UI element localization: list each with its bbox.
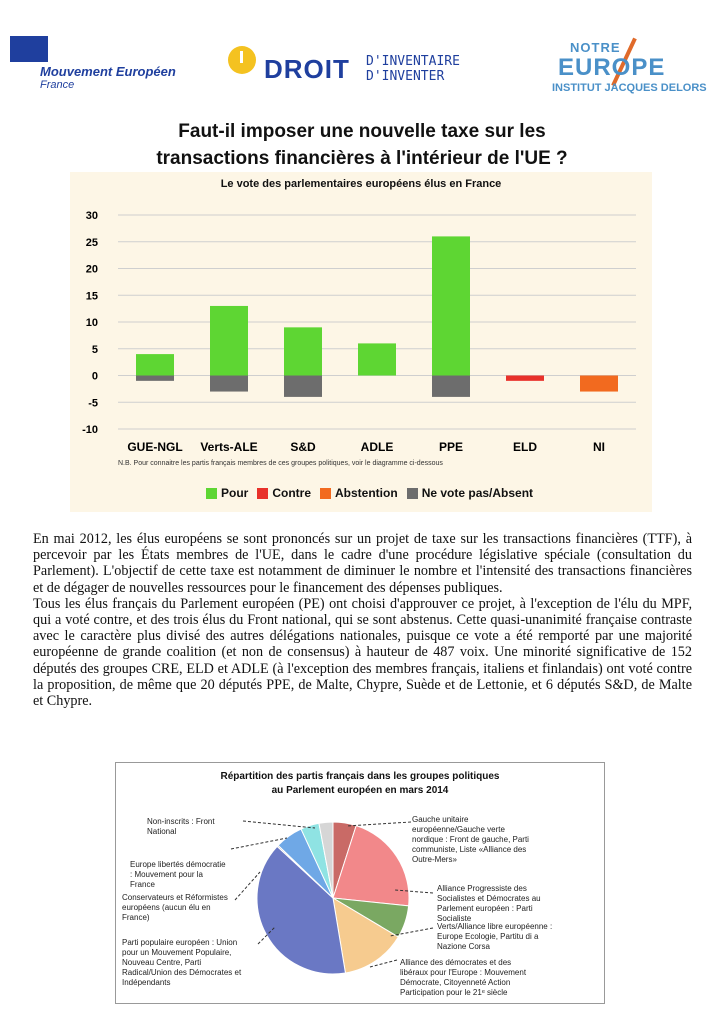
x-tick-label: NI <box>593 440 605 454</box>
x-tick-label: ADLE <box>360 440 394 454</box>
title-line2: transactions financières à l'intérieur de l'UE ? <box>156 148 568 169</box>
notre-europe-line3: INSTITUT JACQUES DELORS <box>552 82 707 94</box>
bar-abstention <box>580 376 618 392</box>
y-tick-label: 0 <box>91 370 98 383</box>
mouvement-europeen-country: France <box>40 79 75 91</box>
bar-ne-vote-pas-absent <box>284 376 322 397</box>
notre-europe-logo <box>524 32 707 104</box>
legend-swatch <box>320 488 331 499</box>
y-tick-label: 10 <box>85 317 98 329</box>
bar-ne-vote-pas-absent <box>432 376 470 397</box>
legend-swatch <box>407 488 418 499</box>
legend-swatch <box>206 488 217 499</box>
chart-legend <box>206 486 542 500</box>
pie-leader-line <box>243 821 315 828</box>
bar-ne-vote-pas-absent <box>136 376 174 381</box>
notre-europe-line2: EUROPE <box>558 54 666 81</box>
y-tick-label: 30 <box>85 210 98 222</box>
eu-flag-icon <box>10 36 48 62</box>
mouvement-europeen-name: Mouvement Européen <box>40 64 176 79</box>
notre-europe-line1: NOTRE <box>570 40 621 55</box>
droit-inventaire-logo <box>228 44 468 88</box>
droit-logo-sub <box>366 54 460 84</box>
y-tick-label: -5 <box>88 397 98 410</box>
pie-title-line1: Répartition des partis français dans les groupes politiques <box>220 771 500 782</box>
bar-pour <box>284 327 322 375</box>
bar-pour <box>358 343 396 375</box>
pie-label-cre: Conservateurs et Réformistes européens (aucun élu en France) <box>122 893 228 922</box>
pie-label-verts: Verts/Alliance libre européenne : Europe Ecologie, Partitu di a Nazione Corsa <box>437 922 553 951</box>
bar-pour <box>136 354 174 375</box>
y-tick-label: -10 <box>82 424 98 436</box>
x-tick-label: Verts-ALE <box>200 440 258 454</box>
legend-item <box>407 486 533 500</box>
legend-swatch <box>257 488 268 499</box>
bar-contre <box>506 376 544 381</box>
pie-label-ppe: Parti populaire européen : Union pour un Mouvement Populaire, Nouveau Centre, Parti Radical/Union des Démocrates et Indépendants <box>122 938 242 987</box>
x-tick-label: S&D <box>290 440 316 454</box>
x-tick-label: PPE <box>438 440 464 454</box>
body-text <box>33 531 692 709</box>
pie-label-gue: Gauche unitaire européenne/Gauche verte nordique : Front de gauche, Parti communiste, Liste «Alliance des Outre-Mers» <box>412 815 529 864</box>
pie-leader-line <box>235 872 260 900</box>
y-tick-label: 15 <box>85 290 98 303</box>
droit-logo-sub-line2: D'INVENTER <box>366 69 445 84</box>
lightbulb-icon <box>228 46 256 74</box>
legend-label: Ne vote pas/Absent <box>421 486 534 500</box>
legend-item <box>206 486 248 500</box>
y-tick-label: 25 <box>85 236 98 249</box>
pie-label-sd: Alliance Progressiste des Socialistes et Démocrates au Parlement européen : Parti Socialiste <box>437 884 541 923</box>
x-tick-label: ELD <box>513 440 537 454</box>
mouvement-europeen-logo <box>10 36 190 94</box>
bar-ne-vote-pas-absent <box>210 376 248 392</box>
legend-label: Pour <box>221 486 249 500</box>
pie-title-line2: au Parlement européen en mars 2014 <box>271 785 449 796</box>
legend-label: Abstention <box>335 486 398 500</box>
bar-pour <box>432 236 470 375</box>
bar-pour <box>210 306 248 376</box>
document-title <box>100 118 624 172</box>
title-line1: Faut-il imposer une nouvelle taxe sur les <box>178 121 546 142</box>
legend-label: Contre <box>272 486 312 500</box>
bar-chart <box>70 195 652 460</box>
droit-logo-sub-line1: D'INVENTAIRE <box>366 54 460 69</box>
legend-item <box>320 486 398 500</box>
paragraph-1: En mai 2012, les élus européens se sont prononcés sur un projet de taxe sur les transactions financières (TTF), à percevoir par les États membres de l'UE, dans le cadre d'une procédure législative spéciale (consultation du Parlement). L'objectif de cette taxe est notamment de diminuer le nombre et l'intensité des transactions financières et de dégager de nouvelles ressources pour le financement des dépenses publiques. <box>33 531 692 596</box>
y-tick-label: 20 <box>85 263 98 276</box>
chart-note: N.B. Pour connaitre les partis français membres de ces groupes politiques, voir le diagramme ci-dessous <box>118 460 443 467</box>
x-tick-label: GUE-NGL <box>127 440 183 454</box>
pie-label-adle: Alliance des démocrates et des libéraux pour l'Europe : Mouvement Démocrate, Citoyenneté Action Participation pour le 21ᵉ siècle <box>400 958 527 997</box>
y-tick-label: 5 <box>91 343 98 356</box>
chart-title: Le vote des parlementaires européens élus en France <box>220 178 502 190</box>
paragraph-2: Tous les élus français du Parlement européen (PE) ont choisi d'approuver ce projet, à l'exception de l'élu du MPF, qui a voté contre, et des trois élus du Front national, qui se sont abstenus. Cette quasi-unanimité française contraste avec le caractère plus divisé des autres délégations nationales, puisque ce vote a été remporté par une majorité européenne de grande coalition (et non de consensus) à hauteur de 487 voix. Une minorité significative de 152 députés des groupes CRE, ELD et ADLE (à l'exception des membres français, italiens et finlandais) ont voté contre la proposition, de même que 20 députés PPE, de Malte, Chypre, Suède et de Lettonie, et 6 députés S&D, de Malte et Chypre. <box>33 595 692 710</box>
droit-logo-main: DROIT <box>264 54 350 84</box>
pie-label-eld: Europe libertés démocratie : Mouvement pour la France <box>130 860 226 889</box>
pie-label-ni: Non-inscrits : Front National <box>147 817 215 836</box>
legend-item <box>257 486 311 500</box>
